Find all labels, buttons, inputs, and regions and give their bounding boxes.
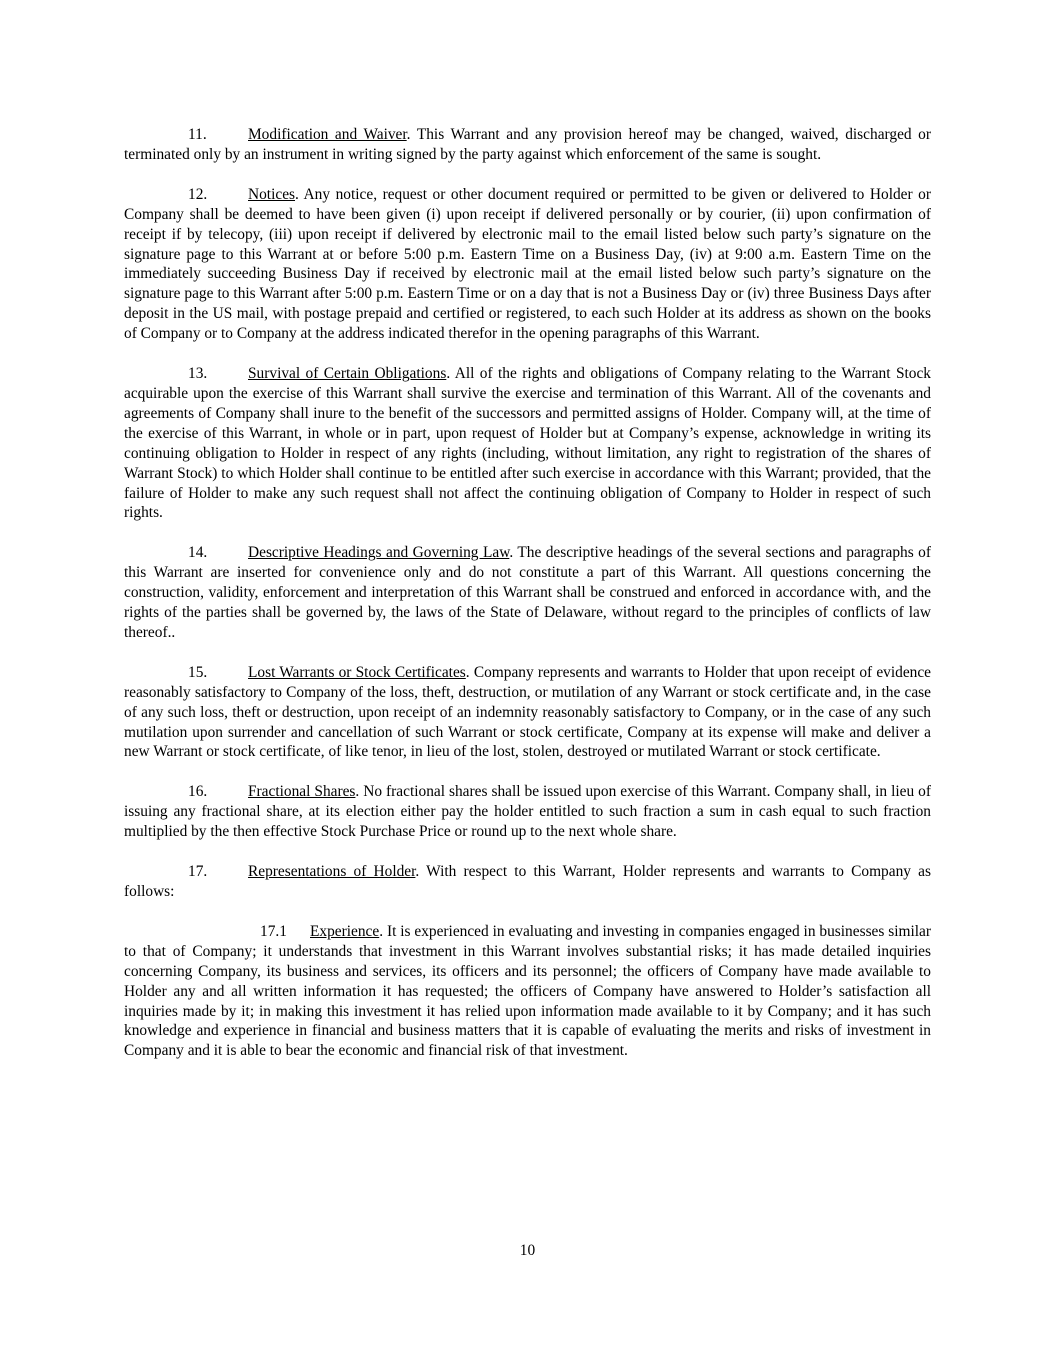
section-text: . This Warrant and any provision hereof may be changed, waived, discharged or terminated only by an instrument in writing signed by the party against which enforcement of the same is sought. [124,126,931,163]
subsection-heading: Experience [310,922,380,940]
document-body [124,125,931,1081]
section-heading: Representations of Holder [248,863,416,881]
section-heading: Modification and Waiver [248,126,407,143]
section-text: . All of the rights and obligations of Company relating to the Warrant Stock acquirable upon the exercise of this Warrant shall survive the exercise and termination of this Warrant. All of the covenants and agreements of Company shall inure to the benefit of the successors and permitted assigns of Holder. Company will, at the time of the exercise of this Warrant, in whole or in part, upon request of Holder but at Company’s expense, acknowledge in writing its continuing obligation to Holder in respect of any rights (including, without limitation, any right to registration of the shares of Warrant Stock) to which Holder shall continue to be entitled after such exercise in accordance with this Warrant; provided, that the failure of Holder to make any such request shall not affect the continuing obligation of Company to Holder in respect of such rights. [124,365,931,522]
section-15 [124,663,931,763]
page-number: 10 [519,1242,536,1259]
section-number: 12. [188,185,208,203]
section-17-1 [124,922,931,1061]
section-12 [124,185,931,344]
section-text: . Company represents and warrants to Holder that upon receipt of evidence reasonably satisfactory to Company of the loss, theft, destruction, or mutilation of any Warrant or stock certificate and, in the case of any such loss, theft or destruction, upon receipt of an indemnity reasonably satisfactory to Company, or in the case of any such mutilation upon surrender and cancellation of such Warrant or stock certificate, Company at its expense will make and deliver a new Warrant or stock certificate, of like tenor, in lieu of the lost, stolen, destroyed or mutilated Warrant or stock certificate. [124,663,932,761]
section-number: 13. [188,365,208,383]
section-number: 11. [188,126,207,143]
section-heading: Survival of Certain Obligations [248,365,447,383]
section-text: . Any notice, request or other document required or permitted to be given or delivered to Holder or Company shall be deemed to have been given (i) upon receipt if delivered personally or by courier, (ii) upon confirmation of receipt if by telecopy, (iii) upon receipt if delivered by electronic mail to the email listed below such party’s signature on the signature page to this Warrant at or before 5:00 p.m. Eastern Time on a Business Day, (iv) at 9:00 a.m. Eastern Time on the immediately succeeding Business Day if received by electronic mail at the email listed below such party’s signature on the signature page to this Warrant after 5:00 p.m. Eastern Time or on a day that is not a Business Day or (iv) three Business Days after deposit in the US mail, with postage prepaid and certified or registered, to each such Holder at its address as shown on the books of Company or to Company at the address indicated therefor in the opening paragraphs of this Warrant. [124,185,931,343]
section-text: . The descriptive headings of the several sections and paragraphs of this Warrant are inserted for convenience only and do not constitute a part of this Warrant. All questions concerning the construction, validity, enforcement and interpretation of this Warrant shall be construed and enforced in accordance with, and the rights of the parties shall be governed by, the laws of the State of Delaware, without regard to the principles of conflicts of law thereof.. [124,544,931,641]
section-heading: Fractional Shares [248,783,356,801]
section-text: . No fractional shares shall be issued upon exercise of this Warrant. Company shall, in lieu of issuing any fractional share, at its election either pay the holder entitled to such fraction a sum in cash equal to such fraction multiplied by the then effective Stock Purchase Price or round up to the next whole share. [124,783,931,841]
section-heading: Notices [248,185,296,203]
section-number: 16. [188,783,208,801]
subsection-text: . It is experienced in evaluating and investing in companies engaged in businesses similar to that of Company; it understands that investment in this Warrant involves substantial risks; it has made detailed inquiries concerning Company, its business and services, its officers and its personnel; the officers of Company have made available to Holder any and all written information it has requested; the officers of Company have answered to Holder’s satisfaction all inquiries made by it; in making this investment it has relied upon information made available to it by Company; and it has such knowledge and experience in financial and business matters that it is capable of evaluating the merits and risks of investment in Company and it is able to bear the economic and financial risk of that investment. [124,922,931,1060]
section-number: 14. [188,544,208,562]
section-14 [124,543,931,643]
section-heading: Descriptive Headings and Governing Law [248,544,510,562]
section-number: 15. [188,663,208,681]
section-17 [124,862,931,902]
section-13 [124,364,931,523]
section-16 [124,782,931,842]
section-11 [124,125,931,165]
section-number: 17. [188,863,208,881]
section-text: . With respect to this Warrant, Holder represents and warrants to Company as follows: [124,863,931,900]
section-heading: Lost Warrants or Stock Certificates [248,663,466,681]
subsection-number: 17.1 [260,922,287,940]
